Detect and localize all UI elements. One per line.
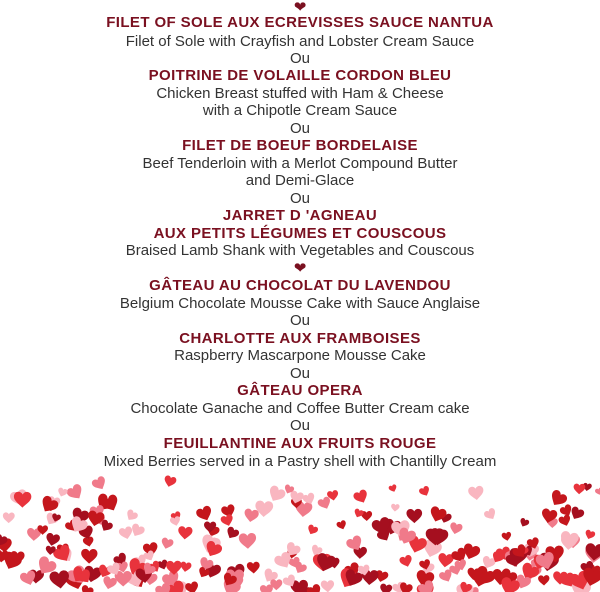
confetti-heart xyxy=(243,508,259,523)
dish-description: and Demi-Glace xyxy=(245,172,355,189)
confetti-heart xyxy=(483,507,498,522)
confetti-heart xyxy=(239,533,257,549)
confetti-heart xyxy=(391,504,400,512)
dessert-title: CHARLOTTE AUX FRAMBOISES xyxy=(179,330,421,347)
dessert-description: Raspberry Mascarpone Mousse Cake xyxy=(174,347,426,364)
or-separator: Ou xyxy=(289,120,310,137)
confetti-heart xyxy=(352,488,370,505)
dish-title: POITRINE DE VOLAILLE CORDON BLEU xyxy=(148,67,452,84)
confetti-heart xyxy=(247,562,261,574)
confetti-heart xyxy=(118,526,134,541)
dessert-description: Mixed Berries served in a Pastry shell with Chantilly Cream xyxy=(103,453,497,470)
dessert-title: GÂTEAU OPERA xyxy=(237,382,363,399)
confetti-heart xyxy=(180,561,192,572)
dessert-title: GÂTEAU AU CHOCOLAT DU LAVENDOU xyxy=(149,277,451,294)
confetti-heart xyxy=(306,524,319,537)
dessert-description: Chocolate Ganache and Coffee Butter Cream cake xyxy=(130,400,470,417)
confetti-heart xyxy=(160,537,174,551)
confetti-heart xyxy=(184,581,200,592)
confetti-heart xyxy=(379,583,393,592)
or-separator: Ou xyxy=(289,190,310,207)
confetti-heart xyxy=(584,529,596,541)
confetti-heart xyxy=(220,514,235,528)
dish-title: AUX PETITS LÉGUMES ET COUSCOUS xyxy=(153,225,447,242)
dish-description: Chicken Breast stuffed with Ham & Cheese xyxy=(156,85,444,102)
or-separator: Ou xyxy=(289,365,310,382)
or-separator: Ou xyxy=(289,312,310,329)
confetti-heart xyxy=(399,554,414,568)
confetti-heart xyxy=(81,549,98,564)
dish-title: FILET OF SOLE AUX ECREVISSES SAUCE NANTUA xyxy=(106,14,494,31)
confetti-heart xyxy=(91,475,109,492)
confetti-heart xyxy=(468,486,485,501)
confetti-heart xyxy=(178,526,193,540)
dessert-description: Belgium Chocolate Mousse Cake with Sauce Anglaise xyxy=(119,295,481,312)
confetti-heart xyxy=(166,561,182,575)
heart-confetti xyxy=(0,472,600,592)
confetti-heart xyxy=(501,531,512,541)
confetti-heart xyxy=(573,483,585,494)
confetti-heart xyxy=(518,517,529,528)
or-separator: Ou xyxy=(289,417,310,434)
confetti-heart xyxy=(224,526,240,542)
confetti-heart xyxy=(163,475,177,489)
confetti-heart xyxy=(594,487,600,496)
confetti-heart xyxy=(558,514,573,528)
confetti-heart xyxy=(49,570,70,590)
confetti-heart xyxy=(406,509,422,523)
confetti-heart xyxy=(38,494,60,516)
confetti-heart xyxy=(418,485,431,498)
confetti-heart xyxy=(57,487,69,498)
confetti-heart xyxy=(3,512,15,523)
heart-icon: ❤ xyxy=(293,260,307,277)
confetti-heart xyxy=(124,508,139,523)
confetti-heart xyxy=(169,516,181,527)
dish-description: Braised Lamb Shank with Vegetables and Couscous xyxy=(125,242,475,259)
confetti-heart xyxy=(65,483,85,503)
dish-description: Filet of Sole with Crayfish and Lobster Cream Sauce xyxy=(125,33,475,50)
confetti-heart xyxy=(388,484,398,494)
dish-description: Beef Tenderloin with a Merlot Compound Butter xyxy=(142,155,458,172)
confetti-heart xyxy=(321,580,335,592)
confetti-heart xyxy=(336,520,348,531)
dessert-title: FEUILLANTINE AUX FRUITS ROUGE xyxy=(163,435,437,452)
or-separator: Ou xyxy=(289,50,310,67)
confetti-heart xyxy=(449,522,464,536)
heart-icon: ❤ xyxy=(293,0,307,16)
dish-description: with a Chipotle Cream Sauce xyxy=(202,102,398,119)
confetti-heart xyxy=(79,584,94,592)
confetti-heart xyxy=(538,575,550,586)
dish-title: JARRET D 'AGNEAU xyxy=(222,207,378,224)
dish-title: FILET DE BOEUF BORDELAISE xyxy=(182,137,418,154)
confetti-heart xyxy=(195,505,214,524)
